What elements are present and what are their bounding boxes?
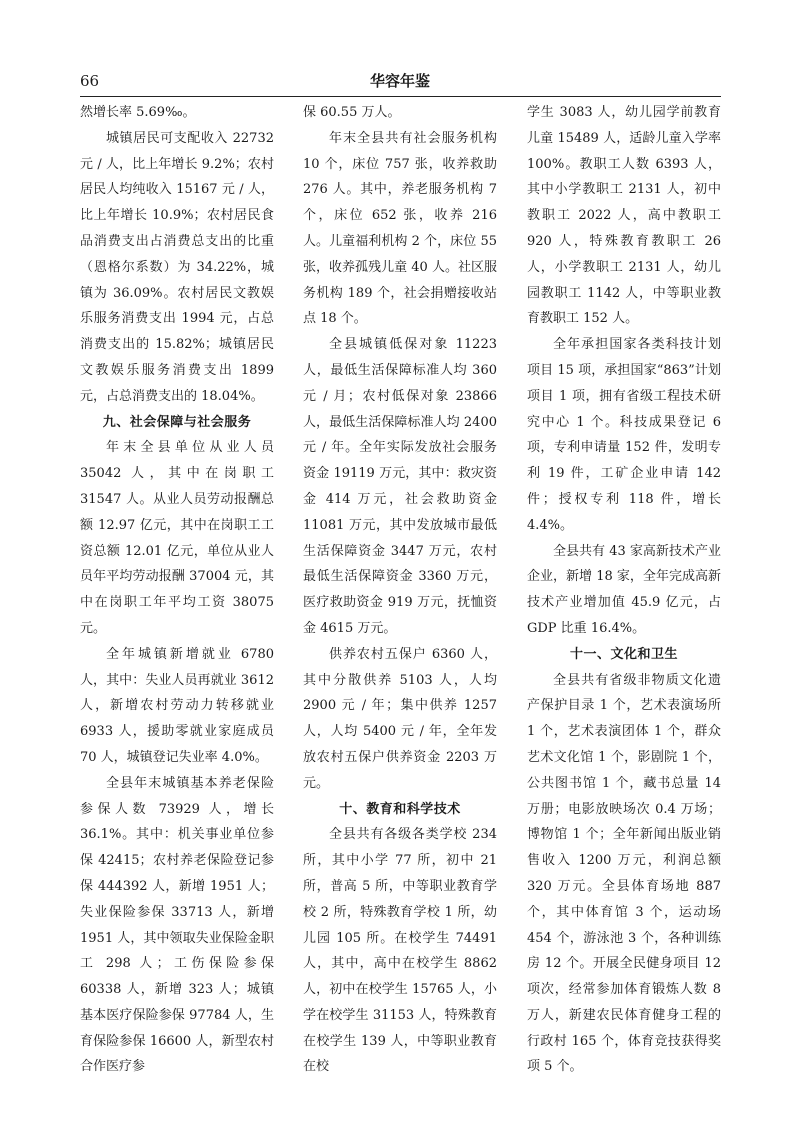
book-title: 华容年鉴 bbox=[369, 72, 430, 90]
paragraph: 年末全县单位从业人员 35042 人，其中在岗职工 31547 人。从业人员劳动报酬总额 12.97 亿元，其中在岗职工工资总额 12.01 亿元，单位从业人员年平均劳动报酬 37004 元，其中在岗职工年平均工资 38075 元。 bbox=[80, 440, 274, 636]
paragraph: 学生 3083 人，幼儿园学前教育儿童 15489 人，适龄儿童入学率 100%。教职工人数 6393 人，其中小学教职工 2131 人，初中教职工 2022 人，高中教职工 920 人，特殊教育教职工 26 人，小学教职工 2131 人，幼儿园教职工 1142 人，中等职业教育教职工 152 人。 bbox=[527, 105, 721, 327]
paragraph: 全县城镇低保对象 11223 人，最低生活保障标准人均 360 元 / 月；农村低保对象 23866 人，最低生活保障标准人均 2400 元 / 年。全年实际发放社会服务资金 19119 万元，其中：救灾资金 414 万元，社会救助资金 11081 万元，其中发放城市最低生活保障资金 3447 万元，农村最低生活保障资金 3360 万元，医疗救助资金 919 万元，抚恤资金 4615 万元。 bbox=[303, 337, 497, 636]
section-heading: 十一、文化和卫生 bbox=[569, 646, 678, 662]
section-heading: 九、社会保障与社会服务 bbox=[102, 414, 252, 430]
page-number: 66 bbox=[80, 72, 100, 90]
paragraph: 保 60.55 万人。 bbox=[303, 105, 401, 120]
paragraph: 供养农村五保户 6360 人，其中分散供养 5103 人，人均 2900 元 / 年；集中供养 1257 人，人均 5400 元 / 年，全年发放农村五保户供养资金 2203 万元。 bbox=[303, 646, 497, 791]
paragraph: 年末全县共有社会服务机构 10 个，床位 757 张，收养救助 276 人。其中，养老服务机构 7 个，床位 652 张，收养 216 人。儿童福利机构 2 个，床位 55 张，收养孤残儿童 40 人。社区服务机构 189 个，社会捐赠接收站点 18 个。 bbox=[303, 130, 497, 327]
paragraph: 全县年末城镇基本养老保险参保人数 73929 人，增长 36.1%。其中：机关事业单位参保 42415；农村养老保险登记参保 444392 人，新增 1951 人；失业保险参保 33713 人，新增 1951 人，其中领取失业保险金职工 298 人；工伤保险参保 60338 人，新增 323 人；城镇基本医疗保险参保 97784 人，生育保险参保 16600 人，新型农村合作医疗参 bbox=[80, 775, 274, 1075]
paragraph: 全年城镇新增就业 6780 人，其中：失业人员再就业 3612 人，新增农村劳动力转移就业 6933 人，援助零就业家庭成员 70 人，城镇登记失业率 4.0%。 bbox=[80, 646, 274, 765]
paragraph: 全县共有各级各类学校 234 所，其中小学 77 所，初中 21 所，普高 5 所，中等职业教育学校 2 所，特殊教育学校 1 所，幼儿园 105 所。在校学生 74491 人，其中，高中在校学生 8862 人，初中在校学生 15765 人，小学在校学生 31153 人，特殊教育在校学生 139 人，中等职业教育在校 bbox=[303, 827, 497, 1075]
text-column-2 bbox=[303, 100, 497, 1080]
paragraph: 全年承担国家各类科技计划项目 15 项，承担国家“863”计划项目 1 项，拥有省级工程技术研究中心 1 个。科技成果登记 6 项，专利申请量 152 件，发明专利 19 件，工矿企业申请 142 件；授权专利 118 件，增长 4.4%。 bbox=[527, 337, 721, 533]
paragraph: 全县共有省级非物质文化遗产保护目录 1 个，艺术表演场所 1 个，艺术表演团体 1 个，群众艺术文化馆 1 个，影剧院 1 个，公共图书馆 1 个，藏书总量 14 万册；电影放映场次 0.4 万场；博物馆 1 个；全年新闻出版业销售收入 1200 万元，利润总额 320 万元。全县体育场地 887 个，其中体育馆 3 个，运动场 454 个，游泳池 3 个，各种训练房 12 个。开展全民健身项目 12 项次，经常参加体育锻炼人数 8 万人，新建农民体育健身工程的行政村 165 个，体育竞技获得奖项 5 个。 bbox=[527, 672, 721, 1075]
paragraph: 城镇居民可支配收入 22732 元 / 人，比上年增长 9.2%；农村居民人均纯收入 15167 元 / 人，比上年增长 10.9%；农村居民食品消费支出占消费总支出的比重（恩格尔系数）为 34.22%，城镇为 36.09%。农村居民文教娱乐服务消费支出 1994 元，占总消费支出的 15.82%；城镇居民文教娱乐服务消费支出 1899 元，占总消费支出的 18.04%。 bbox=[80, 130, 274, 404]
header-rule bbox=[80, 96, 721, 97]
paragraph: 然增长率 5.69‰。 bbox=[80, 105, 196, 120]
paragraph: 全县共有 43 家高新技术产业企业，新增 18 家，全年完成高新技术产业增加值 45.9 亿元，占 GDP 比重 16.4%。 bbox=[527, 543, 721, 636]
page-header bbox=[80, 70, 720, 94]
text-column-3 bbox=[527, 100, 721, 1080]
text-column-1 bbox=[80, 100, 274, 1080]
section-heading: 十、教育和科学技术 bbox=[339, 801, 461, 817]
